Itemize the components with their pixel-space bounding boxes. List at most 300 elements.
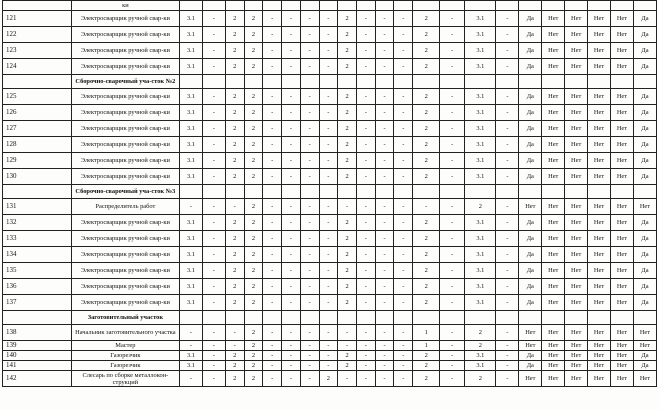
- value-cell: -: [496, 279, 519, 295]
- value-cell: 2: [338, 279, 357, 295]
- value-cell: Нет: [633, 371, 656, 387]
- value-cell: -: [394, 263, 413, 279]
- value-cell: Нет: [588, 137, 611, 153]
- table-row: [3, 121, 657, 137]
- value-cell: -: [282, 215, 301, 231]
- value-cell: [413, 1, 440, 11]
- value-cell: -: [375, 153, 394, 169]
- table-row: [3, 325, 657, 341]
- value-cell: Нет: [588, 59, 611, 75]
- value-cell: 2: [244, 371, 263, 387]
- value-cell: 3.1: [465, 361, 496, 371]
- value-cell: [244, 311, 263, 325]
- value-cell: -: [375, 59, 394, 75]
- value-cell: [202, 185, 225, 199]
- value-cell: Нет: [542, 295, 565, 311]
- position-name: Электросварщик ручной свар-ки: [71, 105, 179, 121]
- value-cell: Нет: [610, 59, 633, 75]
- value-cell: -: [375, 341, 394, 351]
- value-cell: Да: [633, 295, 656, 311]
- value-cell: 2: [225, 351, 244, 361]
- row-number: 133: [3, 231, 72, 247]
- value-cell: -: [202, 59, 225, 75]
- value-cell: -: [300, 215, 319, 231]
- value-cell: Нет: [565, 89, 588, 105]
- row-number: 125: [3, 89, 72, 105]
- value-cell: -: [496, 351, 519, 361]
- value-cell: -: [394, 371, 413, 387]
- value-cell: 2: [244, 325, 263, 341]
- value-cell: -: [338, 371, 357, 387]
- value-cell: Нет: [610, 137, 633, 153]
- value-cell: 3.1: [465, 27, 496, 43]
- value-cell: 2: [244, 89, 263, 105]
- value-cell: Нет: [542, 169, 565, 185]
- value-cell: Да: [519, 89, 542, 105]
- value-cell: Нет: [565, 215, 588, 231]
- value-cell: Нет: [588, 199, 611, 215]
- value-cell: -: [375, 361, 394, 371]
- value-cell: -: [263, 247, 282, 263]
- value-cell: [225, 75, 244, 89]
- value-cell: 2: [244, 121, 263, 137]
- value-cell: -: [356, 341, 375, 351]
- value-cell: Да: [633, 153, 656, 169]
- value-cell: Нет: [565, 361, 588, 371]
- value-cell: Нет: [565, 121, 588, 137]
- value-cell: -: [375, 351, 394, 361]
- value-cell: [394, 1, 413, 11]
- value-cell: 2: [465, 325, 496, 341]
- value-cell: 3.1: [465, 231, 496, 247]
- value-cell: [202, 75, 225, 89]
- value-cell: -: [202, 105, 225, 121]
- value-cell: -: [440, 121, 465, 137]
- value-cell: Нет: [588, 295, 611, 311]
- value-cell: Нет: [588, 121, 611, 137]
- value-cell: Нет: [565, 43, 588, 59]
- value-cell: -: [394, 295, 413, 311]
- value-cell: -: [319, 279, 338, 295]
- value-cell: [588, 311, 611, 325]
- value-cell: Нет: [610, 11, 633, 27]
- value-cell: -: [282, 295, 301, 311]
- table-row: [3, 11, 657, 27]
- value-cell: [519, 75, 542, 89]
- value-cell: -: [282, 27, 301, 43]
- value-cell: Да: [633, 263, 656, 279]
- value-cell: -: [375, 231, 394, 247]
- table-row: [3, 295, 657, 311]
- row-number: 134: [3, 247, 72, 263]
- value-cell: [225, 1, 244, 11]
- value-cell: 2: [225, 215, 244, 231]
- value-cell: -: [394, 361, 413, 371]
- value-cell: 2: [413, 215, 440, 231]
- value-cell: Нет: [542, 351, 565, 361]
- table-row-fragment: [3, 1, 657, 11]
- value-cell: [319, 1, 338, 11]
- value-cell: -: [496, 105, 519, 121]
- value-cell: 3.1: [180, 247, 203, 263]
- value-cell: -: [225, 325, 244, 341]
- value-cell: Нет: [610, 199, 633, 215]
- value-cell: 1: [413, 325, 440, 341]
- value-cell: -: [282, 43, 301, 59]
- value-cell: -: [300, 89, 319, 105]
- value-cell: 2: [225, 153, 244, 169]
- value-cell: -: [375, 89, 394, 105]
- row-number: 135: [3, 263, 72, 279]
- value-cell: Нет: [588, 11, 611, 27]
- value-cell: -: [375, 11, 394, 27]
- row-number: 139: [3, 341, 72, 351]
- section-title: Сборочно-сварочный уча-сток №2: [71, 75, 179, 89]
- value-cell: -: [300, 199, 319, 215]
- value-cell: -: [356, 247, 375, 263]
- value-cell: -: [300, 105, 319, 121]
- value-cell: Нет: [565, 137, 588, 153]
- value-cell: 2: [338, 231, 357, 247]
- value-cell: -: [319, 137, 338, 153]
- value-cell: 2: [225, 371, 244, 387]
- value-cell: -: [263, 27, 282, 43]
- value-cell: -: [338, 341, 357, 351]
- value-cell: -: [263, 43, 282, 59]
- value-cell: Да: [519, 27, 542, 43]
- value-cell: -: [496, 263, 519, 279]
- table-row: [3, 89, 657, 105]
- value-cell: -: [282, 59, 301, 75]
- value-cell: 2: [225, 247, 244, 263]
- value-cell: -: [300, 351, 319, 361]
- value-cell: -: [440, 137, 465, 153]
- value-cell: -: [282, 169, 301, 185]
- position-name: Электросварщик ручной свар-ки: [71, 153, 179, 169]
- row-number: 122: [3, 27, 72, 43]
- value-cell: -: [202, 341, 225, 351]
- value-cell: -: [282, 371, 301, 387]
- value-cell: Нет: [610, 169, 633, 185]
- value-cell: 3.1: [180, 153, 203, 169]
- value-cell: -: [375, 199, 394, 215]
- table-row: [3, 169, 657, 185]
- value-cell: 2: [413, 137, 440, 153]
- value-cell: Нет: [610, 215, 633, 231]
- value-cell: Нет: [565, 247, 588, 263]
- value-cell: -: [356, 27, 375, 43]
- value-cell: 3.1: [465, 121, 496, 137]
- value-cell: -: [300, 121, 319, 137]
- value-cell: -: [300, 11, 319, 27]
- value-cell: Нет: [565, 341, 588, 351]
- value-cell: Нет: [565, 263, 588, 279]
- value-cell: -: [375, 325, 394, 341]
- value-cell: -: [263, 105, 282, 121]
- value-cell: 2: [338, 169, 357, 185]
- value-cell: Нет: [565, 169, 588, 185]
- value-cell: [394, 75, 413, 89]
- value-cell: -: [263, 121, 282, 137]
- value-cell: 2: [225, 169, 244, 185]
- value-cell: Нет: [542, 361, 565, 371]
- value-cell: 2: [413, 105, 440, 121]
- value-cell: -: [282, 263, 301, 279]
- value-cell: Нет: [542, 263, 565, 279]
- value-cell: -: [496, 247, 519, 263]
- value-cell: [225, 311, 244, 325]
- working-conditions-table: [2, 0, 657, 387]
- value-cell: -: [496, 11, 519, 27]
- value-cell: -: [375, 295, 394, 311]
- value-cell: [519, 185, 542, 199]
- value-cell: -: [496, 137, 519, 153]
- value-cell: Да: [633, 279, 656, 295]
- table-row: [3, 231, 657, 247]
- value-cell: 2: [338, 59, 357, 75]
- value-cell: Нет: [565, 153, 588, 169]
- position-name: Электросварщик ручной свар-ки: [71, 121, 179, 137]
- value-cell: 2: [225, 121, 244, 137]
- value-cell: -: [263, 263, 282, 279]
- value-cell: -: [282, 361, 301, 371]
- value-cell: -: [375, 279, 394, 295]
- value-cell: [633, 1, 656, 11]
- value-cell: -: [202, 215, 225, 231]
- value-cell: 2: [244, 199, 263, 215]
- table-row: [3, 27, 657, 43]
- num-cell: [3, 185, 72, 199]
- value-cell: -: [300, 341, 319, 351]
- value-cell: -: [300, 247, 319, 263]
- value-cell: -: [356, 351, 375, 361]
- value-cell: 2: [413, 169, 440, 185]
- row-number: 132: [3, 215, 72, 231]
- value-cell: Нет: [565, 105, 588, 121]
- value-cell: Да: [519, 43, 542, 59]
- value-cell: -: [356, 59, 375, 75]
- value-cell: -: [496, 59, 519, 75]
- value-cell: Нет: [542, 43, 565, 59]
- value-cell: -: [319, 43, 338, 59]
- value-cell: -: [394, 215, 413, 231]
- value-cell: -: [338, 325, 357, 341]
- value-cell: -: [300, 325, 319, 341]
- value-cell: -: [319, 215, 338, 231]
- table-row: [3, 59, 657, 75]
- value-cell: Да: [519, 295, 542, 311]
- position-name: Газорезчик: [71, 361, 179, 371]
- value-cell: -: [496, 361, 519, 371]
- value-cell: -: [356, 43, 375, 59]
- value-cell: Нет: [565, 325, 588, 341]
- value-cell: -: [356, 121, 375, 137]
- value-cell: 2: [244, 105, 263, 121]
- section-title: Сборочно-сварочный уча-сток №3: [71, 185, 179, 199]
- value-cell: [465, 75, 496, 89]
- value-cell: -: [202, 199, 225, 215]
- value-cell: 2: [225, 137, 244, 153]
- value-cell: Нет: [610, 43, 633, 59]
- value-cell: 2: [244, 351, 263, 361]
- value-cell: Нет: [610, 279, 633, 295]
- value-cell: 2: [225, 279, 244, 295]
- value-cell: Нет: [565, 199, 588, 215]
- value-cell: 3.1: [180, 279, 203, 295]
- position-name: Электросварщик ручной свар-ки: [71, 215, 179, 231]
- value-cell: -: [394, 105, 413, 121]
- value-cell: -: [496, 169, 519, 185]
- value-cell: Да: [633, 121, 656, 137]
- value-cell: 2: [338, 121, 357, 137]
- value-cell: -: [394, 247, 413, 263]
- value-cell: [338, 1, 357, 11]
- value-cell: 3.1: [465, 263, 496, 279]
- value-cell: -: [394, 169, 413, 185]
- value-cell: 3.1: [465, 43, 496, 59]
- value-cell: 2: [338, 137, 357, 153]
- position-name: Электросварщик ручной свар-ки: [71, 89, 179, 105]
- num-cell: [3, 75, 72, 89]
- value-cell: [356, 1, 375, 11]
- value-cell: -: [319, 351, 338, 361]
- value-cell: [496, 185, 519, 199]
- value-cell: -: [202, 89, 225, 105]
- value-cell: Нет: [610, 295, 633, 311]
- value-cell: 2: [244, 341, 263, 351]
- value-cell: 2: [244, 247, 263, 263]
- value-cell: [610, 75, 633, 89]
- value-cell: -: [440, 169, 465, 185]
- value-cell: 2: [244, 361, 263, 371]
- value-cell: 2: [465, 371, 496, 387]
- value-cell: 2: [244, 27, 263, 43]
- row-number: 136: [3, 279, 72, 295]
- value-cell: -: [394, 59, 413, 75]
- table-row: [3, 263, 657, 279]
- value-cell: [465, 311, 496, 325]
- value-cell: Нет: [588, 215, 611, 231]
- position-name: Слесарь по сборке металлокон-струкций: [71, 371, 179, 387]
- position-name: Мастер: [71, 341, 179, 351]
- value-cell: 3.1: [465, 169, 496, 185]
- value-cell: -: [394, 325, 413, 341]
- value-cell: -: [394, 153, 413, 169]
- value-cell: Да: [633, 137, 656, 153]
- value-cell: -: [282, 89, 301, 105]
- value-cell: -: [225, 341, 244, 351]
- value-cell: 2: [244, 169, 263, 185]
- value-cell: Нет: [542, 153, 565, 169]
- value-cell: [633, 311, 656, 325]
- value-cell: 3.1: [180, 263, 203, 279]
- value-cell: 3.1: [465, 215, 496, 231]
- value-cell: -: [263, 11, 282, 27]
- value-cell: 2: [244, 215, 263, 231]
- value-cell: [282, 1, 301, 11]
- value-cell: -: [263, 169, 282, 185]
- value-cell: [319, 311, 338, 325]
- value-cell: Да: [633, 231, 656, 247]
- value-cell: Нет: [542, 325, 565, 341]
- value-cell: 2: [225, 361, 244, 371]
- value-cell: Нет: [565, 231, 588, 247]
- value-cell: Да: [633, 27, 656, 43]
- value-cell: 2: [465, 199, 496, 215]
- value-cell: [413, 75, 440, 89]
- value-cell: [356, 75, 375, 89]
- value-cell: -: [440, 247, 465, 263]
- value-cell: Нет: [565, 279, 588, 295]
- value-cell: [225, 185, 244, 199]
- value-cell: 3.1: [465, 11, 496, 27]
- value-cell: -: [496, 27, 519, 43]
- value-cell: 2: [338, 11, 357, 27]
- value-cell: [440, 1, 465, 11]
- value-cell: -: [375, 215, 394, 231]
- value-cell: -: [319, 121, 338, 137]
- value-cell: -: [356, 279, 375, 295]
- value-cell: -: [440, 153, 465, 169]
- value-cell: -: [356, 371, 375, 387]
- value-cell: -: [282, 279, 301, 295]
- value-cell: 2: [413, 351, 440, 361]
- value-cell: [565, 75, 588, 89]
- value-cell: [440, 311, 465, 325]
- value-cell: -: [319, 89, 338, 105]
- value-cell: -: [356, 295, 375, 311]
- table-row: [3, 43, 657, 59]
- row-number: 124: [3, 59, 72, 75]
- value-cell: Да: [519, 263, 542, 279]
- value-cell: 3.1: [465, 247, 496, 263]
- value-cell: -: [356, 11, 375, 27]
- value-cell: 2: [244, 231, 263, 247]
- value-cell: -: [440, 199, 465, 215]
- row-number: 140: [3, 351, 72, 361]
- value-cell: -: [319, 153, 338, 169]
- value-cell: -: [300, 279, 319, 295]
- value-cell: [565, 311, 588, 325]
- value-cell: -: [263, 361, 282, 371]
- value-cell: -: [394, 43, 413, 59]
- value-cell: 3.1: [465, 351, 496, 361]
- value-cell: -: [202, 43, 225, 59]
- value-cell: -: [440, 89, 465, 105]
- value-cell: Нет: [565, 11, 588, 27]
- position-name: Распределитель работ: [71, 199, 179, 215]
- value-cell: 2: [225, 263, 244, 279]
- row-number: 126: [3, 105, 72, 121]
- table-row: [3, 247, 657, 263]
- value-cell: Да: [519, 11, 542, 27]
- value-cell: -: [282, 199, 301, 215]
- value-cell: [465, 1, 496, 11]
- value-cell: Нет: [588, 247, 611, 263]
- value-cell: -: [440, 279, 465, 295]
- value-cell: 2: [244, 295, 263, 311]
- value-cell: -: [440, 361, 465, 371]
- value-cell: [282, 75, 301, 89]
- value-cell: -: [496, 371, 519, 387]
- value-cell: Нет: [610, 341, 633, 351]
- value-cell: -: [356, 89, 375, 105]
- value-cell: -: [375, 27, 394, 43]
- row-number: 127: [3, 121, 72, 137]
- value-cell: Нет: [588, 361, 611, 371]
- value-cell: -: [263, 351, 282, 361]
- value-cell: 3.1: [180, 137, 203, 153]
